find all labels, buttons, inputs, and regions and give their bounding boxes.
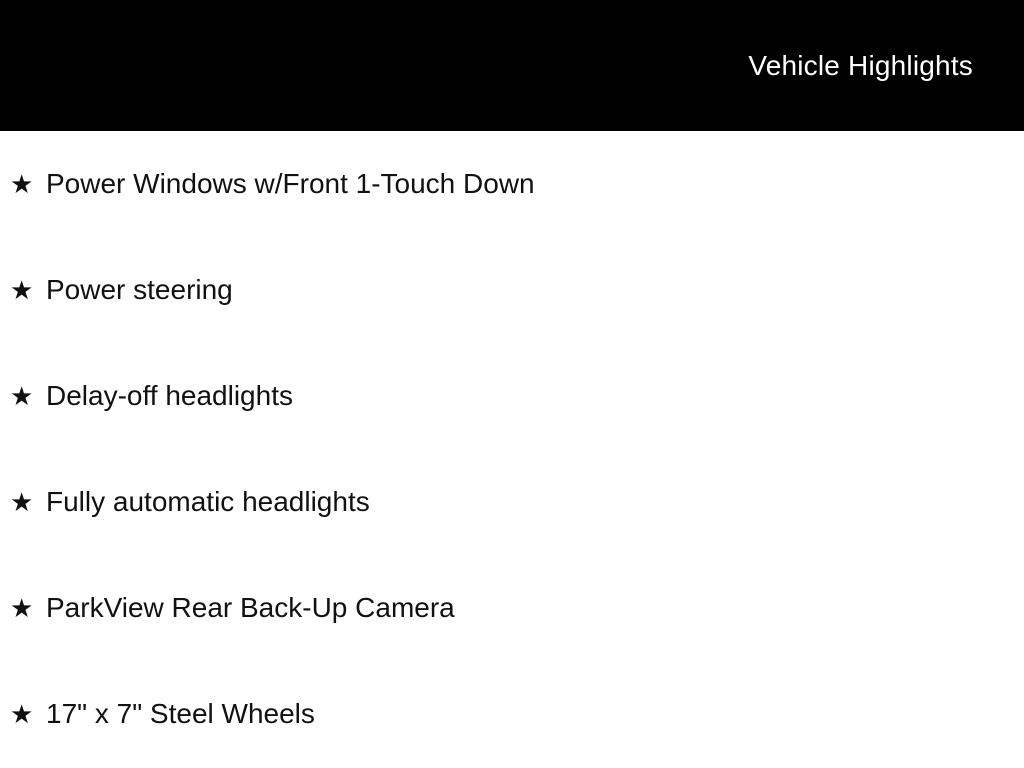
star-bullet-icon: ★ <box>10 593 34 623</box>
list-item <box>10 237 1024 343</box>
list-item <box>10 343 1024 449</box>
star-bullet-icon: ★ <box>10 699 34 729</box>
list-item-label: Delay-off headlights <box>46 380 293 411</box>
star-bullet-icon: ★ <box>10 275 34 305</box>
star-bullet-icon: ★ <box>10 381 34 411</box>
star-bullet-icon: ★ <box>10 487 34 517</box>
list-item-label: Fully automatic headlights <box>46 486 370 517</box>
page-title: Vehicle Highlights <box>748 49 973 81</box>
list-item-label: Power Windows w/Front 1-Touch Down <box>46 168 535 199</box>
vehicle-highlights-list <box>0 131 1024 767</box>
list-item <box>10 131 1024 237</box>
list-item-label: 17" x 7" Steel Wheels <box>46 698 315 729</box>
list-item <box>10 555 1024 661</box>
list-item-label: Power steering <box>46 274 233 305</box>
list-item <box>10 449 1024 555</box>
star-bullet-icon: ★ <box>10 169 34 199</box>
list-item <box>10 661 1024 767</box>
vehicle-highlights-header <box>0 0 1024 131</box>
list-item-label: ParkView Rear Back-Up Camera <box>46 592 455 623</box>
